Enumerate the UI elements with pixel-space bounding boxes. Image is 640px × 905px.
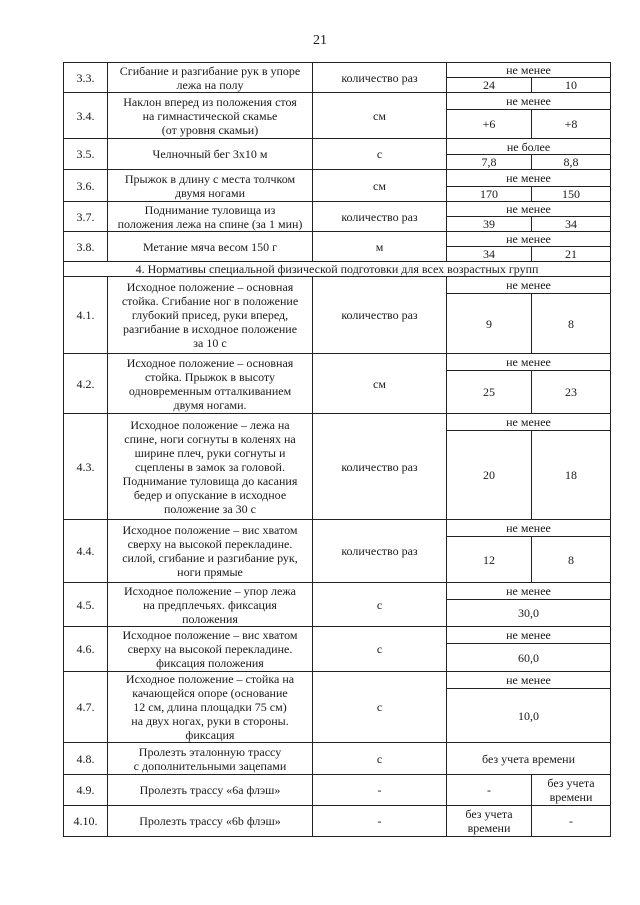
- norm-value-girls: [532, 775, 611, 806]
- text-line: фиксация: [185, 728, 235, 742]
- norm-value: 30,0: [447, 600, 611, 627]
- exercise-name: [108, 93, 313, 139]
- norm-header: не менее: [447, 354, 611, 371]
- exercise-number: 4.10.: [64, 806, 108, 837]
- table-row: [64, 277, 611, 294]
- exercise-number: 4.9.: [64, 775, 108, 806]
- unit-cell: с: [313, 627, 447, 672]
- norm-header: не менее: [447, 627, 611, 644]
- text-line: стойка. Сгибание ног в положение: [121, 294, 299, 308]
- norm-value-girls: 23: [532, 371, 611, 414]
- table-row: [64, 232, 611, 247]
- section-title: 4. Нормативы специальной физической подготовки для всех возрастных групп: [64, 262, 611, 277]
- unit-cell: -: [313, 806, 447, 837]
- exercise-name: [108, 414, 313, 520]
- exercise-name: [108, 627, 313, 672]
- exercise-number: 4.2.: [64, 354, 108, 414]
- text-line: фиксация положения: [156, 656, 264, 670]
- exercise-number: 3.5.: [64, 139, 108, 170]
- table-row: [64, 775, 611, 806]
- unit-cell: см: [313, 354, 447, 414]
- exercise-number: 3.6.: [64, 170, 108, 202]
- text-line: Исходное положение – стойка на: [125, 672, 295, 686]
- norm-value-boys: 34: [447, 247, 532, 262]
- norm-value-boys: 7,8: [447, 155, 532, 170]
- text-line: Исходное положение – вис хватом: [122, 628, 298, 642]
- text-line: положения: [182, 611, 238, 626]
- exercise-number: 3.8.: [64, 232, 108, 262]
- text-line: Сгибание и разгибание рук в упоре: [119, 63, 301, 78]
- table-row: [64, 354, 611, 371]
- unit-cell: с: [313, 583, 447, 627]
- text-line: Исходное положение – вис хватом: [122, 523, 298, 537]
- exercise-name: [108, 583, 313, 627]
- unit-cell: -: [313, 775, 447, 806]
- text-line: Наклон вперед из положения стоя: [123, 94, 297, 109]
- text-line: Поднимание туловища до касания: [122, 473, 298, 488]
- table-row: [64, 202, 611, 217]
- table-row: [64, 672, 611, 689]
- unit-cell: количество раз: [313, 277, 447, 354]
- norms-table-container: [63, 62, 610, 837]
- norm-value-girls: 150: [532, 187, 611, 202]
- exercise-name: [108, 277, 313, 354]
- text-line: без учета: [465, 807, 513, 821]
- table-row: [64, 139, 611, 155]
- norm-value-girls: 10: [532, 78, 611, 93]
- text-line: сцеплены в замок за головой.: [135, 459, 285, 474]
- text-line: без учета: [547, 776, 595, 790]
- table-row: [64, 806, 611, 837]
- text-line: на двух ногах, руки в стороны.: [131, 714, 289, 728]
- norm-value-girls: 8,8: [532, 155, 611, 170]
- norm-header: не менее: [447, 232, 611, 247]
- exercise-number: 3.4.: [64, 93, 108, 139]
- unit-cell: количество раз: [313, 63, 447, 93]
- unit-cell: количество раз: [313, 414, 447, 520]
- norm-value-girls: 34: [532, 217, 611, 232]
- text-line: лежа на полу: [176, 77, 244, 92]
- text-line: положения лежа на спине (за 1 мин): [117, 216, 303, 231]
- norm-header: не менее: [447, 583, 611, 600]
- unit-cell: количество раз: [313, 520, 447, 583]
- text-line: Прыжок в длину с места толчком: [124, 171, 296, 186]
- text-line: стойка. Прыжок в высоту: [144, 369, 275, 384]
- table-row: [64, 414, 611, 431]
- norm-value: без учета времени: [447, 743, 611, 775]
- exercise-number: 4.4.: [64, 520, 108, 583]
- table-row: [64, 262, 611, 277]
- text-line: положение за 30 с: [164, 501, 256, 516]
- norm-value-boys: 12: [447, 537, 532, 583]
- norm-value-girls: -: [532, 806, 611, 837]
- unit-cell: с: [313, 672, 447, 743]
- table-row: [64, 63, 611, 78]
- norm-value-girls: +8: [532, 110, 611, 139]
- norm-header: не менее: [447, 93, 611, 110]
- text-line: качающейся опоре (основание: [132, 686, 288, 700]
- text-line: на гимнастической скамье: [142, 108, 278, 123]
- exercise-name: [108, 672, 313, 743]
- norm-header: не менее: [447, 202, 611, 217]
- norm-header: не менее: [447, 672, 611, 689]
- text-line: с дополнительными зацепами: [133, 758, 287, 773]
- text-line: Челночный бег 3х10 м: [152, 147, 268, 161]
- norm-header: не более: [447, 139, 611, 155]
- exercise-number: 4.3.: [64, 414, 108, 520]
- text-line: двумя ногами.: [173, 397, 247, 412]
- unit-cell: см: [313, 170, 447, 202]
- exercise-number: 4.7.: [64, 672, 108, 743]
- exercise-name: [108, 354, 313, 414]
- text-line: ширине плеч, руки согнуты и: [134, 445, 286, 460]
- exercise-name: [108, 232, 313, 262]
- text-line: времени: [549, 790, 593, 804]
- exercise-name: [108, 170, 313, 202]
- text-line: Исходное положение – упор лежа: [124, 583, 296, 598]
- exercise-number: 4.8.: [64, 743, 108, 775]
- norm-value-boys: -: [447, 775, 532, 806]
- norm-value-girls: 18: [532, 431, 611, 520]
- unit-cell: количество раз: [313, 202, 447, 232]
- table-row: [64, 583, 611, 600]
- exercise-name: Пролезть трассу «6b флэш»: [108, 806, 313, 837]
- exercise-name: [108, 743, 313, 775]
- exercise-number: 4.1.: [64, 277, 108, 354]
- table-row: [64, 170, 611, 187]
- exercise-number: 3.7.: [64, 202, 108, 232]
- unit-cell: с: [313, 139, 447, 170]
- exercise-number: 4.6.: [64, 627, 108, 672]
- text-line: на предплечьях. фиксация: [143, 597, 277, 612]
- text-line: времени: [467, 821, 511, 835]
- page-number: 21: [313, 33, 327, 48]
- text-line: спине, ноги согнуты в коленях на: [124, 431, 296, 446]
- norm-value-girls: 21: [532, 247, 611, 262]
- table-row: [64, 520, 611, 537]
- norm-value: 60,0: [447, 644, 611, 672]
- norm-header: не менее: [447, 414, 611, 431]
- text-line: 12 см, длина площадки 75 см): [133, 700, 287, 714]
- unit-cell: см: [313, 93, 447, 139]
- text-line: Поднимание туловища из: [144, 202, 276, 217]
- unit-cell: м: [313, 232, 447, 262]
- exercise-name: [108, 520, 313, 583]
- norm-value-boys: 9: [447, 294, 532, 354]
- text-line: бедер и опускание в исходное: [133, 487, 287, 502]
- norm-value-boys: [447, 806, 532, 837]
- norm-value-boys: 24: [447, 78, 532, 93]
- norms-table: [63, 62, 611, 837]
- norm-value: 10,0: [447, 689, 611, 743]
- norm-header: не менее: [447, 277, 611, 294]
- exercise-number: 4.5.: [64, 583, 108, 627]
- text-line: разгибание в исходное положение: [122, 322, 298, 336]
- norm-header: не менее: [447, 63, 611, 78]
- text-line: Исходное положение – лежа на: [130, 417, 290, 432]
- text-line: ноги прямые: [177, 565, 243, 579]
- norm-value-boys: 25: [447, 371, 532, 414]
- table-row: [64, 627, 611, 644]
- text-line: одновременным отталкиванием: [128, 383, 292, 398]
- text-line: за 10 с: [193, 336, 227, 350]
- unit-cell: с: [313, 743, 447, 775]
- norm-value-boys: 170: [447, 187, 532, 202]
- text-line: Исходное положение – основная: [126, 280, 294, 294]
- text-line: Исходное положение – основная: [126, 355, 294, 370]
- text-line: Пролезть эталонную трассу: [138, 744, 282, 759]
- exercise-name: Пролезть трассу «6а флэш»: [108, 775, 313, 806]
- norm-value-boys: 39: [447, 217, 532, 232]
- text-line: сверху на высокой перекладине.: [127, 537, 293, 551]
- text-line: глубокий присед, руки вперед,: [131, 308, 289, 322]
- table-row: [64, 743, 611, 775]
- norm-header: не менее: [447, 170, 611, 187]
- text-line: сверху на высокой перекладине.: [127, 642, 293, 656]
- exercise-number: 3.3.: [64, 63, 108, 93]
- text-line: Метание мяча весом 150 г: [142, 239, 278, 254]
- exercise-name: [108, 63, 313, 93]
- table-row: [64, 93, 611, 110]
- norm-value-girls: 8: [532, 294, 611, 354]
- norm-header: не менее: [447, 520, 611, 537]
- exercise-name: [108, 139, 313, 170]
- text-line: (от уровня скамьи): [161, 122, 259, 137]
- norm-value-boys: +6: [447, 110, 532, 139]
- exercise-name: [108, 202, 313, 232]
- norm-value-boys: 20: [447, 431, 532, 520]
- norm-value-girls: 8: [532, 537, 611, 583]
- text-line: силой, сгибание и разгибание рук,: [122, 551, 298, 565]
- text-line: двумя ногами: [174, 185, 245, 200]
